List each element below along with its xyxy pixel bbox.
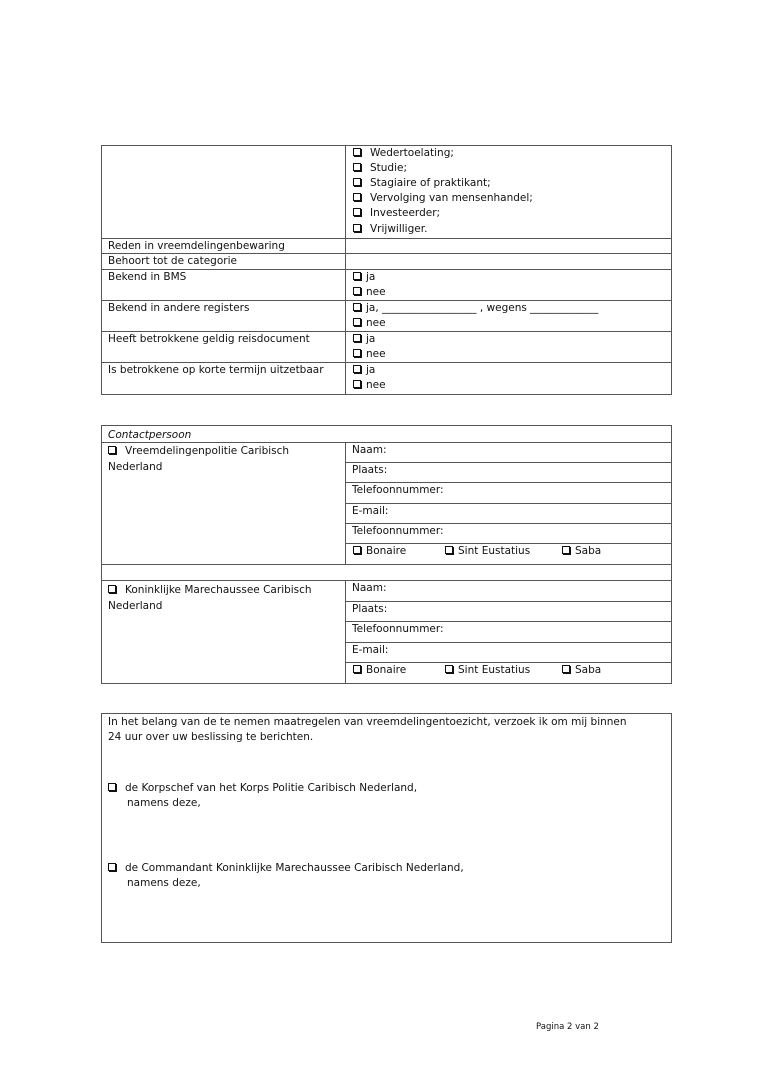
field-plaats[interactable]: Plaats: [352,603,388,615]
checkbox-icon [353,287,361,295]
signer-korpschef[interactable]: de Korpschef van het Korps Politie Caribisch Nederland, [108,782,417,795]
checkbox-icon [108,585,116,593]
checkbox-icon [353,148,361,156]
checkbox-icon [108,446,116,454]
checkbox-icon [353,303,361,311]
row-label-category: Behoort tot de categorie [108,255,237,267]
signer-commandant-line2: namens deze, [127,877,201,889]
request-box [101,713,672,943]
checkbox-icon [562,546,570,554]
checkbox-icon [353,318,361,326]
org-vreemdelingenpolitie[interactable]: Vreemdelingenpolitie Caribisch [108,445,289,458]
reason-option[interactable]: Studie; [353,162,407,175]
island-bonaire[interactable]: Bonaire [353,545,406,558]
reason-option[interactable]: Stagiaire of praktikant; [353,177,491,190]
island-bonaire[interactable]: Bonaire [353,664,406,677]
option-registers-nee[interactable]: nee [353,317,386,330]
checkbox-icon [445,546,453,554]
field-email[interactable]: E-mail: [352,644,389,656]
checkbox-icon [353,546,361,554]
checkbox-icon [353,349,361,357]
option-deportable-ja[interactable]: ja [353,364,375,377]
checkbox-icon [562,665,570,673]
field-naam[interactable]: Naam: [352,444,387,456]
checkbox-icon [353,380,361,388]
reason-option[interactable]: Vrijwilliger. [353,223,427,236]
island-saba[interactable]: Saba [562,664,601,677]
field-naam[interactable]: Naam: [352,582,387,594]
contact-person-header: Contactpersoon [108,429,192,441]
field-telefoonnummer[interactable]: Telefoonnummer: [352,484,444,496]
row-label-deportable: Is betrokkene op korte termijn uitzetbaar [108,364,324,376]
checkbox-icon [108,863,116,871]
signer-commandant[interactable]: de Commandant Koninklijke Marechaussee Caribisch Nederland, [108,862,464,875]
row-label-travel-document: Heeft betrokkene geldig reisdocument [108,333,310,345]
checkbox-icon [353,272,361,280]
page-number: Pagina 2 van 2 [536,1022,599,1032]
signer-korpschef-line2: namens deze, [127,797,201,809]
checkbox-icon [353,334,361,342]
field-email[interactable]: E-mail: [352,505,389,517]
org-marechaussee-line2: Nederland [108,600,163,612]
checkbox-icon [108,783,116,791]
reason-option[interactable]: Investeerder; [353,207,440,220]
option-document-ja[interactable]: ja [353,333,375,346]
row-label-other-registers: Bekend in andere registers [108,302,250,314]
checkbox-icon [353,208,361,216]
checkbox-icon [445,665,453,673]
option-document-nee[interactable]: nee [353,348,386,361]
island-sint-eustatius[interactable]: Sint Eustatius [445,664,530,677]
checkbox-icon [353,665,361,673]
option-registers-ja[interactable]: ja, __________________ , wegens _____________ [353,302,598,315]
island-saba[interactable]: Saba [562,545,601,558]
request-intro-line1: In het belang van de te nemen maatregelen van vreemdelingentoezicht, verzoek ik om mij binnen [108,716,627,728]
reason-option[interactable]: Vervolging van mensenhandel; [353,192,533,205]
checkbox-icon [353,193,361,201]
org-marechaussee[interactable]: Koninklijke Marechaussee Caribisch [108,584,312,597]
org-vreemdelingenpolitie-line2: Nederland [108,461,163,473]
option-bms-nee[interactable]: nee [353,286,386,299]
field-telefoonnummer-2[interactable]: Telefoonnummer: [352,525,444,537]
checkbox-icon [353,163,361,171]
checkbox-icon [353,365,361,373]
field-telefoonnummer[interactable]: Telefoonnummer: [352,623,444,635]
option-deportable-nee[interactable]: nee [353,379,386,392]
checkbox-icon [353,178,361,186]
row-label-bms: Bekend in BMS [108,271,187,283]
request-intro-line2: 24 uur over uw beslissing te berichten. [108,731,314,743]
island-sint-eustatius[interactable]: Sint Eustatius [445,545,530,558]
option-bms-ja[interactable]: ja [353,271,375,284]
checkbox-icon [353,224,361,232]
row-label-detention-reason: Reden in vreemdelingenbewaring [108,240,285,252]
reason-option[interactable]: Wedertoelating; [353,147,454,160]
field-plaats[interactable]: Plaats: [352,464,388,476]
